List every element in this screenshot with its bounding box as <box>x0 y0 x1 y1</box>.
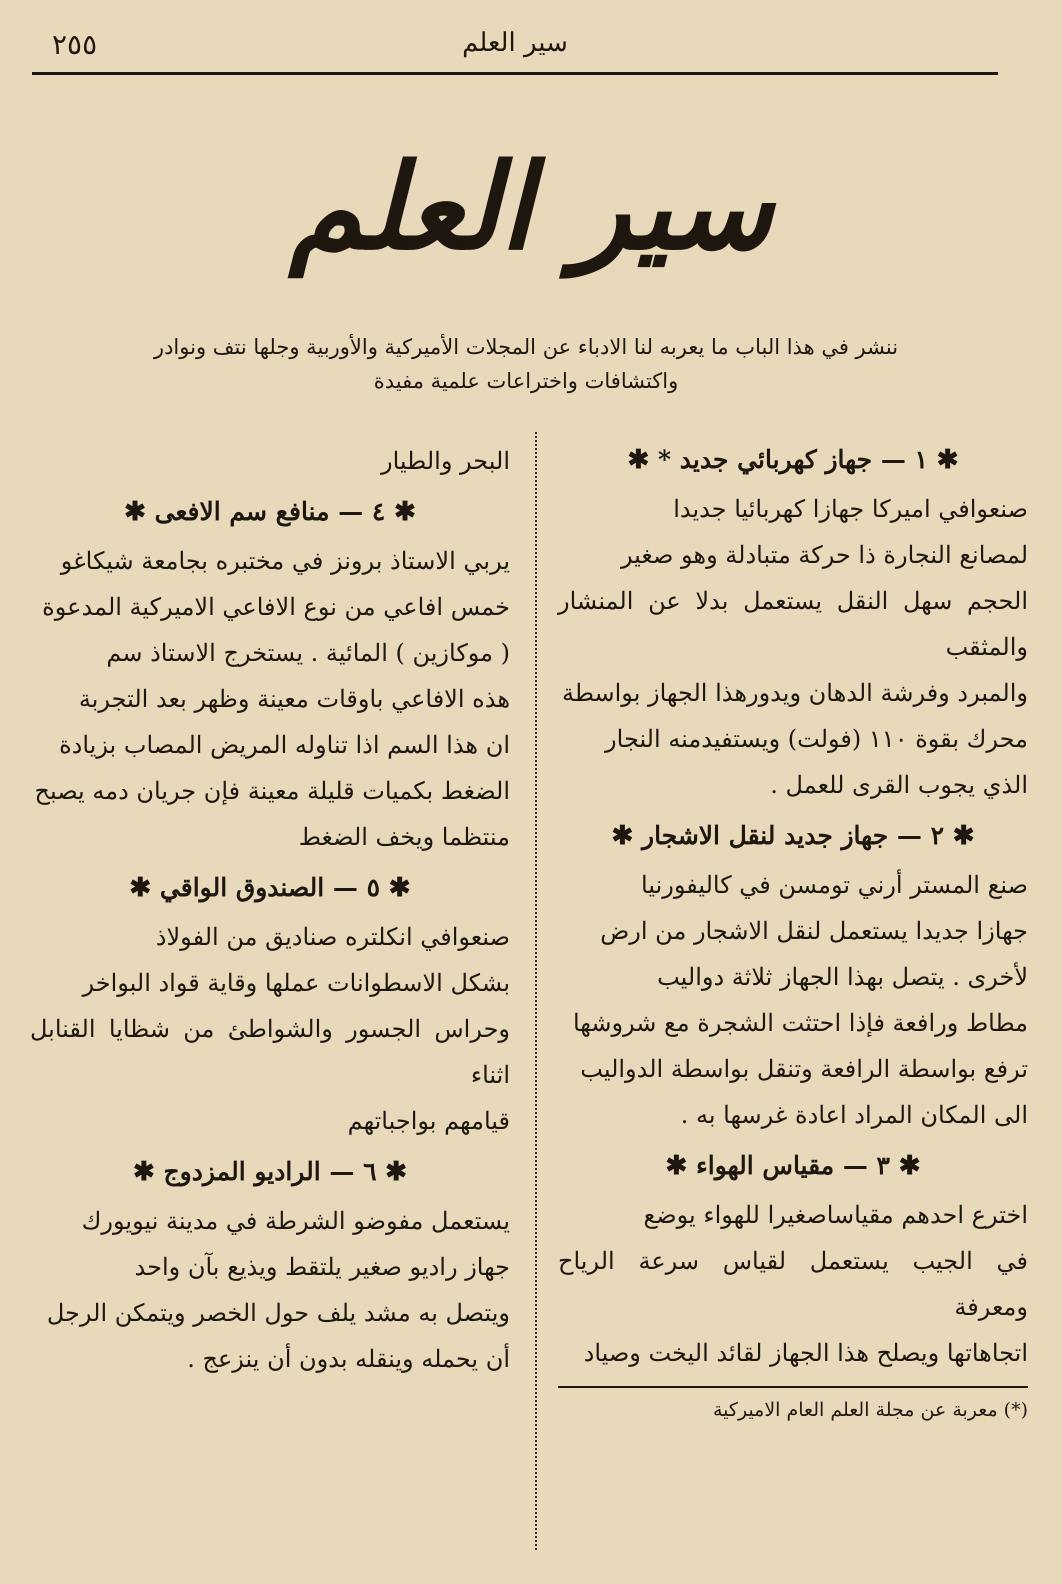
item-2-line: صنع المستر أرني تومسن في كاليفورنيا <box>641 871 1028 899</box>
item-heading-3 <box>558 1146 1028 1186</box>
item-heading-text: ١ — جهاز كهربائي جديد * <box>658 445 928 474</box>
item-heading-6 <box>30 1152 510 1192</box>
item-1-line: الذي يجوب القرى للعمل . <box>770 771 1028 799</box>
item-2-line: جهازا جديدا يستعمل لنقل الاشجار من ارض <box>600 917 1028 945</box>
item-2-line: ترفع بواسطة الرافعة وتنقل بواسطة الدواليب <box>580 1055 1028 1083</box>
article-columns <box>30 432 1028 1550</box>
item-4-line: هذه الافاعي باوقات معينة وظهر بعد التجربة <box>78 685 510 713</box>
asterisk-ornament-icon: ✱ <box>129 873 152 903</box>
item-3-line: اتجاهاتها ويصلح هذا الجهاز لقائد اليخت وصياد <box>583 1339 1028 1367</box>
item-1-line: محرك بقوة ١١٠ (فولت) ويستفيدمنه النجار <box>605 725 1028 753</box>
item-1-line: والمبرد وفرشة الدهان ويدورهذا الجهاز بواسطة <box>561 679 1028 707</box>
item-heading-text: ٦ — الراديو المزدوج <box>163 1157 377 1186</box>
item-heading-text: ٣ — مقياس الهواء <box>696 1151 890 1180</box>
item-4-line: يربي الاستاذ برونز في مختبره بجامعة شيكاغو <box>60 547 510 575</box>
item-4-line: ( موكازين ) المائية . يستخرج الاستاذ سم <box>106 639 510 667</box>
item-2-line: الى المكان المراد اعادة غرسها به . <box>680 1101 1028 1129</box>
item-heading-5 <box>30 868 510 908</box>
item-2-line: مطاط ورافعة فإذا احتثت الشجرة مع شروشها <box>572 1009 1028 1037</box>
item-4-line: خمس افاعي من نوع الافاعي الاميركية المدعوة <box>42 593 510 621</box>
item-heading-text: ٢ — جهاز جديد لنقل الاشجار <box>642 821 944 850</box>
footnote: (*) معربة عن مجلة العلم العام الاميركية <box>712 1399 1028 1421</box>
section-intro <box>100 330 952 398</box>
asterisk-ornament-icon: ✱ <box>627 445 650 475</box>
asterisk-ornament-icon: ✱ <box>665 1151 688 1181</box>
item-6-line: جهاز راديو صغير يلتقط ويذيع بآن واحد <box>134 1253 510 1281</box>
footnote-rule <box>558 1386 1028 1388</box>
item-heading-2 <box>558 816 1028 856</box>
item-1-line: الحجم سهل النقل يستعمل بدلا عن المنشار والمثقب <box>558 587 1028 661</box>
item-heading-text: ٤ — منافع سم الافعى <box>154 497 386 526</box>
intro-line-2: واكتشافات واختراعات علمية مفيدة <box>373 369 679 393</box>
running-title: سير العلم <box>462 28 568 58</box>
asterisk-ornament-icon: ✱ <box>388 873 411 903</box>
asterisk-ornament-icon: ✱ <box>611 821 634 851</box>
asterisk-ornament-icon: ✱ <box>936 445 959 475</box>
left-column <box>30 432 510 1550</box>
item-4-line: الضغط بكميات قليلة معينة فإن جريان دمه يصبح <box>34 777 510 805</box>
asterisk-ornament-icon: ✱ <box>952 821 975 851</box>
page-header <box>32 20 998 75</box>
item-4-line: منتظما ويخف الضغط <box>298 823 510 851</box>
page-number: ٢٥٥ <box>52 28 98 61</box>
item-5-line: وحراس الجسور والشواطئ من شظايا القنابل اثناء <box>30 1015 510 1089</box>
item-6-line: أن يحمله وينقله بدون أن ينزعج . <box>187 1345 510 1373</box>
item-heading-1 <box>558 440 1028 480</box>
item-4-line: ان هذا السم اذا تناوله المريض المصاب بزيادة <box>59 731 510 759</box>
item-3-line: في الجيب يستعمل لقياس سرعة الرياح ومعرفة <box>558 1247 1028 1321</box>
item-heading-4 <box>30 492 510 532</box>
asterisk-ornament-icon: ✱ <box>385 1157 408 1187</box>
item-1-line: صنعوافي اميركا جهازا كهربائيا جديدا <box>673 495 1028 523</box>
asterisk-ornament-icon: ✱ <box>132 1157 155 1187</box>
section-masthead: سير العلم <box>289 137 773 276</box>
item-1-line: لمصانع النجارة ذا حركة متبادلة وهو صغير <box>620 541 1028 569</box>
item-heading-text: ٥ — الصندوق الواقي <box>159 873 381 902</box>
continuation-line: البحر والطيار <box>381 447 510 475</box>
item-6-line: ويتصل به مشد يلف حول الخصر ويتمكن الرجل <box>46 1299 510 1327</box>
item-5-line: قيامهم بواجباتهم <box>347 1107 510 1135</box>
asterisk-ornament-icon: ✱ <box>394 497 416 527</box>
item-5-line: صنعوافي انكلتره صناديق من الفولاذ <box>155 923 510 951</box>
item-2-line: لأخرى . يتصل بهذا الجهاز ثلاثة دواليب <box>657 963 1028 991</box>
right-column <box>558 432 1028 1550</box>
item-3-line: اخترع احدهم مقياساصغيرا للهواء يوضع <box>643 1201 1028 1229</box>
item-5-line: بشكل الاسطوانات عملها وقاية قواد البواخر <box>82 969 510 997</box>
column-divider <box>535 432 537 1550</box>
item-6-line: يستعمل مفوضو الشرطة في مدينة نيويورك <box>81 1207 510 1235</box>
intro-line-1: ننشر في هذا الباب ما يعربه لنا الادباء عن المجلات الأميركية والأوربية وجلها نتف ونوادر <box>153 335 899 359</box>
asterisk-ornament-icon: ✱ <box>124 497 146 527</box>
asterisk-ornament-icon: ✱ <box>898 1151 921 1181</box>
